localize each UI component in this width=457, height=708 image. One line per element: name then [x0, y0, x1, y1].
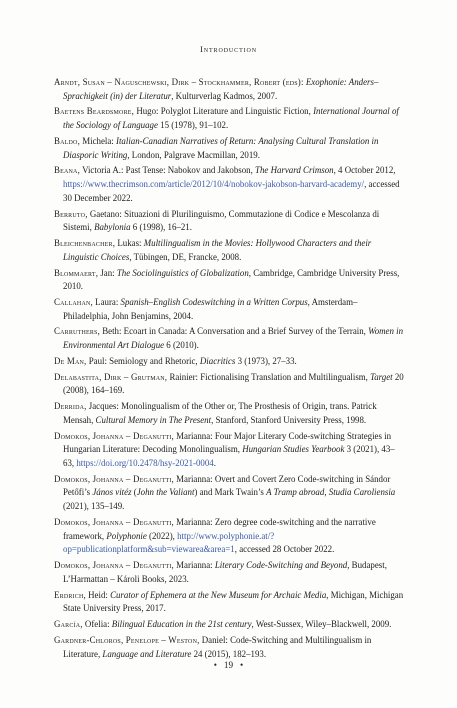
entry-author-names: Bleichenbacher,	[54, 238, 116, 249]
entry-text: Heid:	[88, 589, 111, 600]
entry-text: Lukas:	[117, 238, 144, 249]
bibliography-entry	[54, 371, 404, 398]
entry-author-names: Gardner-Chloros, Penelope – Weston,	[54, 634, 200, 645]
entry-author-names: Beana,	[54, 165, 81, 176]
bibliography-entry	[54, 618, 404, 632]
bibliography-list	[54, 76, 404, 663]
entry-text: , West-Sussex, Wiley–Blackwell, 2009.	[251, 619, 392, 630]
entry-text: ,	[324, 487, 329, 498]
entry-title-italic: Language and Literature	[102, 648, 192, 659]
entry-title-italic: International Journal of the Sociology of Language	[63, 106, 399, 131]
bibliography-entry	[54, 589, 404, 616]
entry-text: , Cambridge, Cambridge University Press, 2010.	[63, 267, 400, 292]
entry-title-italic: Babylonia	[94, 222, 131, 233]
bibliography-entry	[54, 76, 404, 103]
entry-url-link[interactable]: https://www.thecrimson.com/article/2012/10/4/nobokov-jakobson-harvard-academy/	[63, 179, 365, 190]
entry-text: 3 (2021), 43–63,	[63, 444, 395, 468]
bibliography-entry	[54, 325, 404, 352]
entry-author-names: Derrida,	[54, 401, 87, 412]
entry-author-names: Baldo,	[54, 135, 81, 146]
entry-text: 6 (1998), 16–21.	[130, 222, 192, 233]
entry-text: , Budapest, L’Harmattan – Károli Books, 2023.	[63, 560, 387, 584]
entry-title-italic: Literary Code-Switching and Beyond	[214, 560, 348, 571]
folio-ornament-left: •	[213, 660, 218, 670]
page-number: 19	[223, 660, 234, 670]
entry-title-italic: Women in Environmental Art Dialogue	[63, 326, 404, 351]
entry-author-names: Erdrich,	[54, 589, 86, 600]
entry-text: (2021), 135–149.	[63, 501, 125, 512]
entry-text: , 4 October 2012,	[333, 165, 396, 176]
entry-text: 24 (2015), 182–193.	[191, 648, 267, 659]
bibliography-entry	[54, 516, 404, 557]
folio-ornament-right: •	[239, 660, 244, 670]
entry-text: Ofelia:	[84, 619, 112, 630]
entry-title-italic: A Tramp abroad	[266, 487, 325, 498]
bibliography-entry	[54, 267, 404, 294]
entry-text: 6 (2010).	[164, 340, 199, 351]
page-folio	[0, 660, 457, 670]
entry-author-names: Delabastita, Dirk – Grutman,	[54, 371, 168, 382]
entry-author-names: Blommaert,	[54, 267, 99, 278]
entry-text: ) and Mark Twain’s	[194, 487, 267, 498]
bibliography-entry	[54, 559, 404, 586]
entry-text: Marianna: Zero degree code-switching and the narrative framework,	[63, 516, 376, 541]
entry-text: Hugo: Polyglot Literature and Linguistic Fiction,	[136, 106, 314, 117]
entry-text: Gaetano: Situazioni di Plurilinguismo, Commutazione di Codice e Mescolanza di Sistemi,	[63, 208, 380, 233]
entry-author-names: Callahan,	[54, 296, 93, 307]
entry-text: , accessed 28 October 2022.	[234, 544, 335, 555]
entry-author-names: Domokos, Johanna – Deganutti,	[54, 560, 174, 571]
entry-text: (2022),	[146, 530, 178, 541]
entry-text: , Kulturverlag Kadmos, 2007.	[171, 90, 278, 101]
entry-title-italic: Multilingualism in the Movies: Hollywood Characters and their Linguistic Choices	[63, 238, 372, 262]
entry-author-names: Arndt, Susan – Naguschewski, Dirk – Stockhammer, Robert (eds):	[54, 77, 304, 87]
entry-title-italic: Polyphonie	[106, 530, 147, 541]
entry-text: Jacques: Monolingualism of the Other or, The Prosthesis of Origin, trans. Patrick Mensah,	[63, 401, 377, 425]
entry-author-names: Domokos, Johanna – Deganutti,	[54, 516, 174, 527]
entry-title-italic: Target	[370, 371, 393, 382]
entry-text: (	[131, 487, 137, 498]
entry-title-italic: Cultural Memory in The Present	[95, 414, 212, 425]
entry-text: Daniel: Code-Switching and Multilingualism in Literature,	[63, 634, 372, 659]
bibliography-entry	[54, 400, 404, 427]
entry-title-italic: János vitéz	[92, 487, 132, 498]
entry-text: , Tübingen, DE, Francke, 2008.	[129, 251, 242, 262]
bibliography-entry	[54, 135, 404, 162]
entry-title-italic: Italian-Canadian Narratives of Return: Analysing Cultural Translation in Diasporic Writing	[63, 135, 379, 160]
entry-title-italic: Curator of Ephemera at the New Museum for Archaic Media	[110, 589, 327, 600]
entry-text: 3 (1973), 27–33.	[235, 355, 297, 366]
entry-text: , accessed 30 December 2022.	[63, 179, 400, 203]
entry-author-names: García,	[54, 619, 83, 630]
bibliography-entry	[54, 237, 404, 264]
entry-text: .	[213, 458, 216, 468]
entry-text: Paul: Semiology and Rhetoric,	[88, 355, 200, 366]
entry-text: , Amsterdam–Philadelphia, John Benjamins, 2004.	[63, 296, 358, 321]
entry-title-italic: Diacritics	[199, 355, 236, 366]
entry-title-italic: The Sociolinguistics of Globalization	[116, 267, 249, 278]
entry-author-names: Domokos, Johanna – Deganutti,	[54, 473, 174, 484]
bibliography-entry	[54, 105, 404, 132]
entry-text: Laura:	[95, 296, 121, 307]
running-head: Introduction	[200, 44, 257, 54]
bibliography-entry	[54, 430, 404, 471]
entry-text: , Stanford, Stanford University Press, 1998.	[211, 414, 367, 425]
entry-url-link[interactable]: https://doi.org/10.2478/hsy-2021-0004	[76, 458, 214, 468]
entry-author-names: De Man,	[54, 355, 87, 366]
entry-title-italic: Hungarian Studies Yearbook	[242, 444, 345, 455]
entry-author-names: Carruthers,	[54, 326, 101, 337]
entry-text: 20 (2008), 164–169.	[63, 371, 404, 396]
entry-text: Marianna:	[176, 560, 215, 571]
entry-text: , London, Palgrave Macmillan, 2019.	[127, 149, 260, 160]
bibliography-entry	[54, 208, 404, 235]
bibliography-entry	[54, 164, 404, 205]
entry-author-names: Berruto,	[54, 208, 88, 219]
entry-title-italic: Spanish–English Codeswitching in a Written Corpus	[120, 296, 308, 307]
bibliography-entry	[54, 296, 404, 323]
entry-author-names: Domokos, Johanna – Deganutti,	[54, 430, 174, 441]
bibliography-entry	[54, 634, 404, 661]
entry-text: , Michigan, Michigan State University Press, 2017.	[63, 589, 404, 614]
entry-text: Rainier: Fictionalising Translation and Multilingualism,	[169, 371, 371, 382]
entry-title-italic: Exophonie: Anders–Sprachigkeit (in) der Literatur	[63, 77, 379, 101]
bibliography-entry	[54, 355, 404, 369]
entry-text: Jan:	[100, 267, 117, 278]
entry-author-names: Baetens Beardsmore,	[54, 106, 135, 117]
entry-title-italic: Bilingual Education in the 21st century	[111, 619, 252, 630]
entry-title-italic: Studia Caroliensia	[328, 487, 396, 498]
entry-url-link[interactable]: http://www.polyphonie.at/?op=publicationplatform&sub=viewarea&area=1	[63, 530, 275, 555]
entry-text: Marianna: Overt and Covert Zero Code-switching in Sándor Petőfi’s	[63, 473, 391, 498]
entry-title-italic: John the Valiant	[136, 487, 195, 498]
bibliography-entry	[54, 473, 404, 514]
entry-text: Michela:	[82, 135, 116, 146]
entry-text: Victoria A.: Past Tense: Nabokov and Jakobson,	[82, 165, 256, 176]
entry-text: 15 (1978), 91–102.	[157, 120, 229, 131]
entry-text: Beth: Ecoart in Canada: A Conversation and a Brief Survey of the Terrain,	[102, 326, 369, 337]
entry-text: Marianna: Four Major Literary Code-switching Strategies in Hungarian Literature: Decoding Monolingualism,	[63, 430, 392, 455]
entry-title-italic: The Harvard Crimson	[255, 165, 334, 176]
